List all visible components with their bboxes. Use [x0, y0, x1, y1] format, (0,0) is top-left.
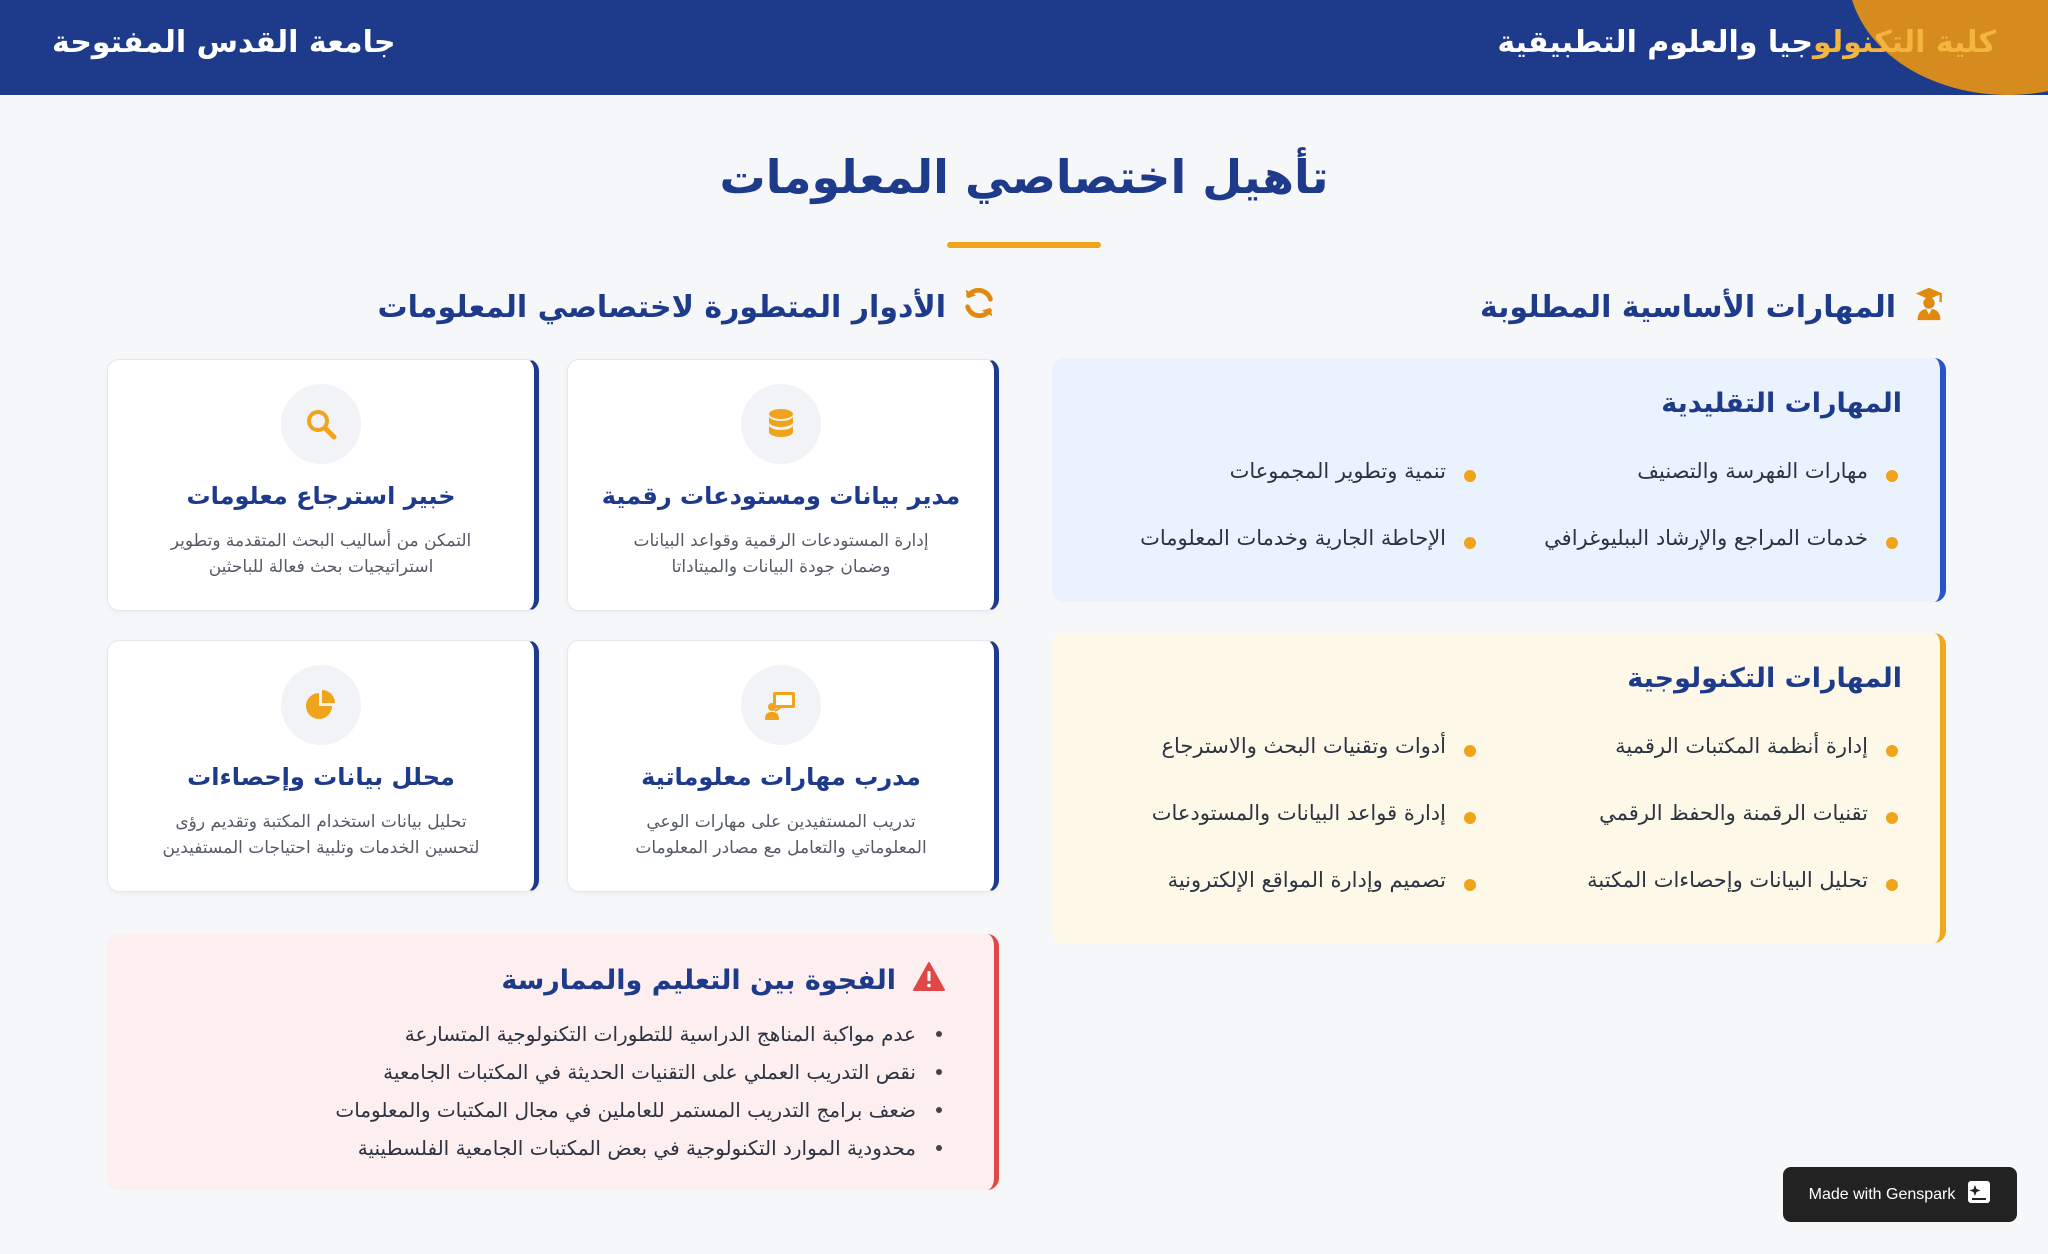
education-practice-gap-box [107, 934, 999, 1190]
pie-chart-icon [281, 665, 361, 745]
page-title: تأهيل اختصاصي المعلومات [719, 150, 1329, 204]
bullet-dot [1464, 879, 1476, 891]
gap-title [107, 960, 946, 1001]
faculty-name: كلية التكنولوجيا والعلوم التطبيقية [1497, 25, 1996, 60]
skill-item: خدمات المراجع والإرشاد الببليوغرافي [1480, 504, 1902, 571]
bullet-dot [1886, 879, 1898, 891]
role-card-trainer [567, 640, 999, 892]
bullet-dot [1464, 745, 1476, 757]
roles-heading [378, 284, 998, 330]
list-item: محدودية الموارد التكنولوجية في بعض المكتبات الجامعية الفلسطينية [107, 1129, 942, 1167]
role-description: تدريب المستفيدين على مهارات الوعي المعلوماتي والتعامل مع مصادر المعلومات [635, 812, 927, 858]
bullet-dot [936, 1069, 942, 1075]
skill-item: تحليل البيانات وإحصاءات المكتبة [1480, 846, 1902, 913]
list-item: نقص التدريب العملي على التقنيات الحديثة في المكتبات الجامعية [107, 1053, 942, 1091]
database-icon [741, 384, 821, 464]
role-description: إدارة المستودعات الرقمية وقواعد البيانات وضمان جودة البيانات والميتاداتا [633, 531, 929, 577]
role-description: التمكن من أساليب البحث المتقدمة وتطوير استراتيجيات بحث فعالة للباحثين [170, 531, 472, 577]
top-banner [0, 0, 2048, 95]
bullet-dot [1886, 745, 1898, 757]
bullet-dot [1464, 812, 1476, 824]
bullet-dot [1464, 537, 1476, 549]
search-icon [281, 384, 361, 464]
bullet-dot [936, 1031, 942, 1037]
bullet-dot [936, 1145, 942, 1151]
university-name: جامعة القدس المفتوحة [52, 25, 396, 60]
tech-skills-box [1052, 633, 1946, 943]
role-card-retrieval-expert [107, 359, 539, 611]
warning-icon [912, 960, 946, 1001]
skill-item: تقنيات الرقمنة والحفظ الرقمي [1480, 779, 1902, 846]
traditional-skills-box [1052, 358, 1946, 602]
role-title: مدرب مهارات معلوماتية [641, 763, 921, 791]
role-title: خبير استرجاع معلومات [186, 482, 456, 510]
skills-heading-label: المهارات الأساسية المطلوبة [1479, 289, 1896, 325]
bullet-dot [936, 1107, 942, 1113]
skill-item: تنمية وتطوير المجموعات [1058, 437, 1480, 504]
skill-item: تصميم وإدارة المواقع الإلكترونية [1058, 846, 1480, 913]
bullet-dot [1886, 470, 1898, 482]
role-description: تحليل بيانات استخدام المكتبة وتقديم رؤى لتحسين الخدمات وتلبية احتياجات المستفيدين [162, 812, 480, 858]
list-item: ضعف برامج التدريب المستمر للعاملين في مجال المكتبات والمعلومات [107, 1091, 942, 1129]
tech-skills-title: المهارات التكنولوجية [1627, 663, 1902, 694]
skill-item: الإحاطة الجارية وخدمات المعلومات [1058, 504, 1480, 571]
graduate-icon [1910, 284, 1948, 330]
role-card-data-manager [567, 359, 999, 611]
role-card-data-analyst [107, 640, 539, 892]
trainer-icon [741, 665, 821, 745]
made-with-genspark-badge[interactable] [1783, 1167, 2017, 1222]
gap-title-label: الفجوة بين التعليم والممارسة [501, 965, 896, 996]
roles-heading-label: الأدوار المتطورة لاختصاصي المعلومات [377, 289, 946, 325]
role-title: مدير بيانات ومستودعات رقمية [601, 482, 961, 510]
skill-item: مهارات الفهرسة والتصنيف [1480, 437, 1902, 504]
genspark-logo-icon [1967, 1180, 1991, 1209]
bullet-dot [1464, 470, 1476, 482]
traditional-skills-title: المهارات التقليدية [1661, 388, 1902, 419]
skill-item: إدارة أنظمة المكتبات الرقمية [1480, 712, 1902, 779]
skill-item: أدوات وتقنيات البحث والاسترجاع [1058, 712, 1480, 779]
role-title: محلل بيانات وإحصاءات [187, 763, 455, 791]
badge-label: Made with Genspark [1808, 1185, 1956, 1203]
skill-item: إدارة قواعد البيانات والمستودعات [1058, 779, 1480, 846]
bullet-dot [1886, 812, 1898, 824]
bullet-dot [1886, 537, 1898, 549]
skills-heading [1480, 284, 1948, 330]
list-item: عدم مواكبة المناهج الدراسية للتطورات التكنولوجية المتسارعة [107, 1015, 942, 1053]
title-underline [947, 242, 1101, 248]
sync-icon [960, 284, 998, 330]
gap-list [107, 1015, 946, 1167]
